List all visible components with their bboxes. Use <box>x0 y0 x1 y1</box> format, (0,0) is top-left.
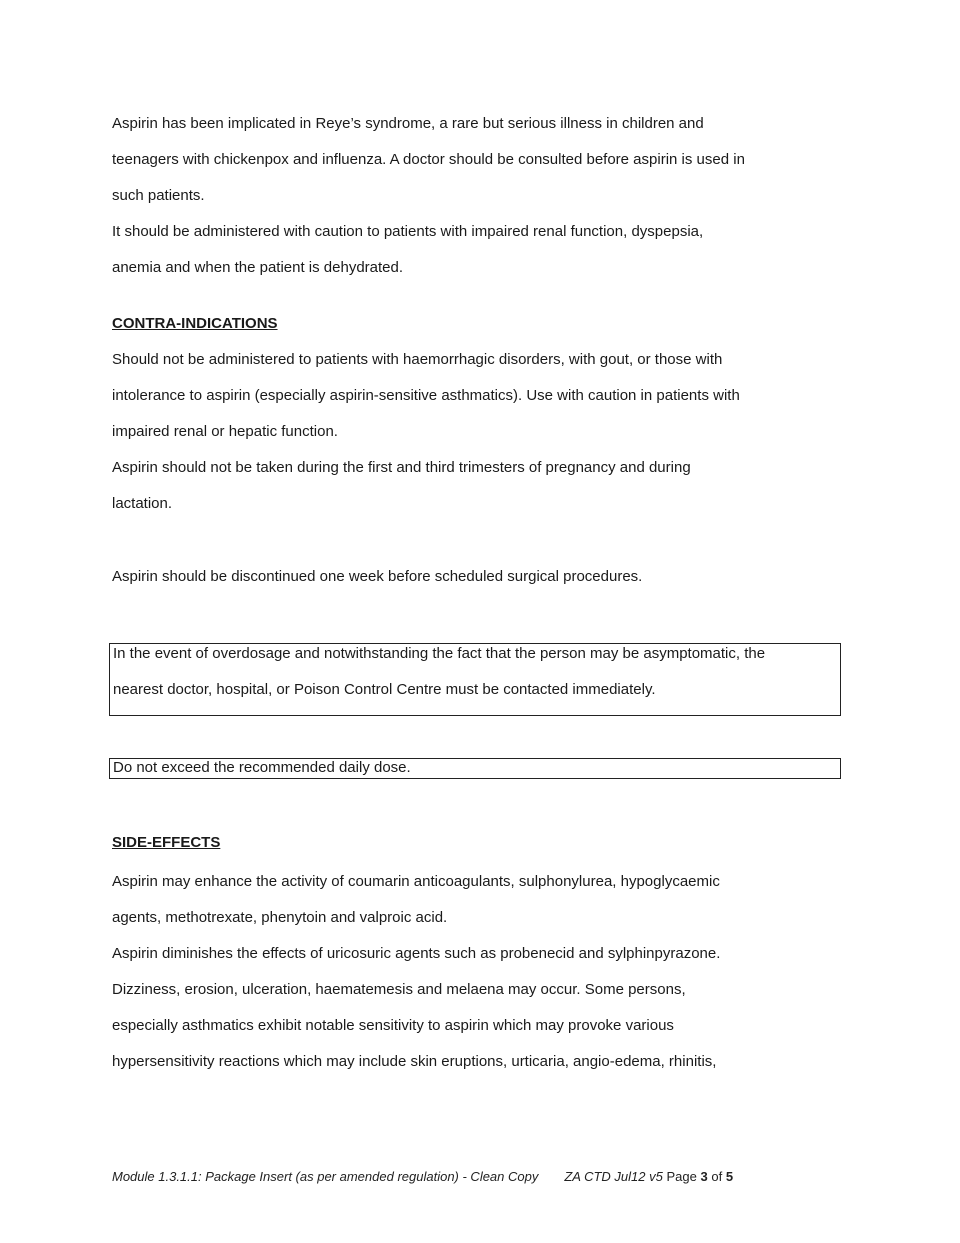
intro-line-4: It should be administered with caution to patients with impaired renal function, dyspepsia, <box>112 223 704 240</box>
side-effects-line-4: Dizziness, erosion, ulceration, haematemesis and melaena may occur. Some persons, <box>112 981 686 998</box>
side-effects-line-3: Aspirin diminishes the effects of uricosuric agents such as probenecid and sylphinpyrazone. <box>112 945 721 962</box>
contra-line-5: lactation. <box>112 495 173 512</box>
intro-line-5: anemia and when the patient is dehydrated. <box>112 259 404 276</box>
intro-line-3: such patients. <box>112 187 205 204</box>
contra-line-1: Should not be administered to patients with haemorrhagic disorders, with gout, or those with <box>112 351 723 368</box>
contra-indications-heading: CONTRA-INDICATIONS <box>112 315 278 332</box>
side-effects-heading: SIDE-EFFECTS <box>112 834 221 851</box>
intro-line-1: Aspirin has been implicated in Reye’s syndrome, a rare but serious illness in children and <box>112 115 704 132</box>
side-effects-line-2: agents, methotrexate, phenytoin and valproic acid. <box>112 909 448 926</box>
surgical-note: Aspirin should be discontinued one week before scheduled surgical procedures. <box>112 568 643 585</box>
dose-warning-text: Do not exceed the recommended daily dose. <box>113 759 411 776</box>
overdose-warning-box <box>109 643 841 716</box>
overdose-line-1: In the event of overdosage and notwithstanding the fact that the person may be asymptomatic, the <box>113 645 766 662</box>
footer-doc-ref: ZA CTD Jul12 v5 <box>564 1169 663 1184</box>
footer-page-word: Page <box>666 1169 697 1184</box>
side-effects-line-6: hypersensitivity reactions which may include skin eruptions, urticaria, angio-edema, rhinitis, <box>112 1053 717 1070</box>
footer-page-number: 3 <box>700 1169 708 1184</box>
footer-page-total: 5 <box>725 1169 734 1184</box>
footer-module-label: Module 1.3.1.1: Package Insert (as per amended regulation) - Clean Copy <box>112 1169 539 1184</box>
side-effects-line-5: especially asthmatics exhibit notable sensitivity to aspirin which may provoke various <box>112 1017 674 1034</box>
page-footer <box>112 1169 733 1185</box>
contra-line-4: Aspirin should not be taken during the first and third trimesters of pregnancy and during <box>112 459 691 476</box>
side-effects-line-1: Aspirin may enhance the activity of coumarin anticoagulants, sulphonylurea, hypoglycaemic <box>112 873 720 890</box>
footer-of-word: of <box>711 1169 723 1184</box>
overdose-line-2: nearest doctor, hospital, or Poison Control Centre must be contacted immediately. <box>113 681 656 698</box>
contra-line-3: impaired renal or hepatic function. <box>112 423 338 440</box>
intro-line-2: teenagers with chickenpox and influenza. A doctor should be consulted before aspirin is used in <box>112 151 745 168</box>
dose-warning-box <box>109 758 841 779</box>
contra-line-2: intolerance to aspirin (especially aspirin-sensitive asthmatics). Use with caution in patients with <box>112 387 740 404</box>
